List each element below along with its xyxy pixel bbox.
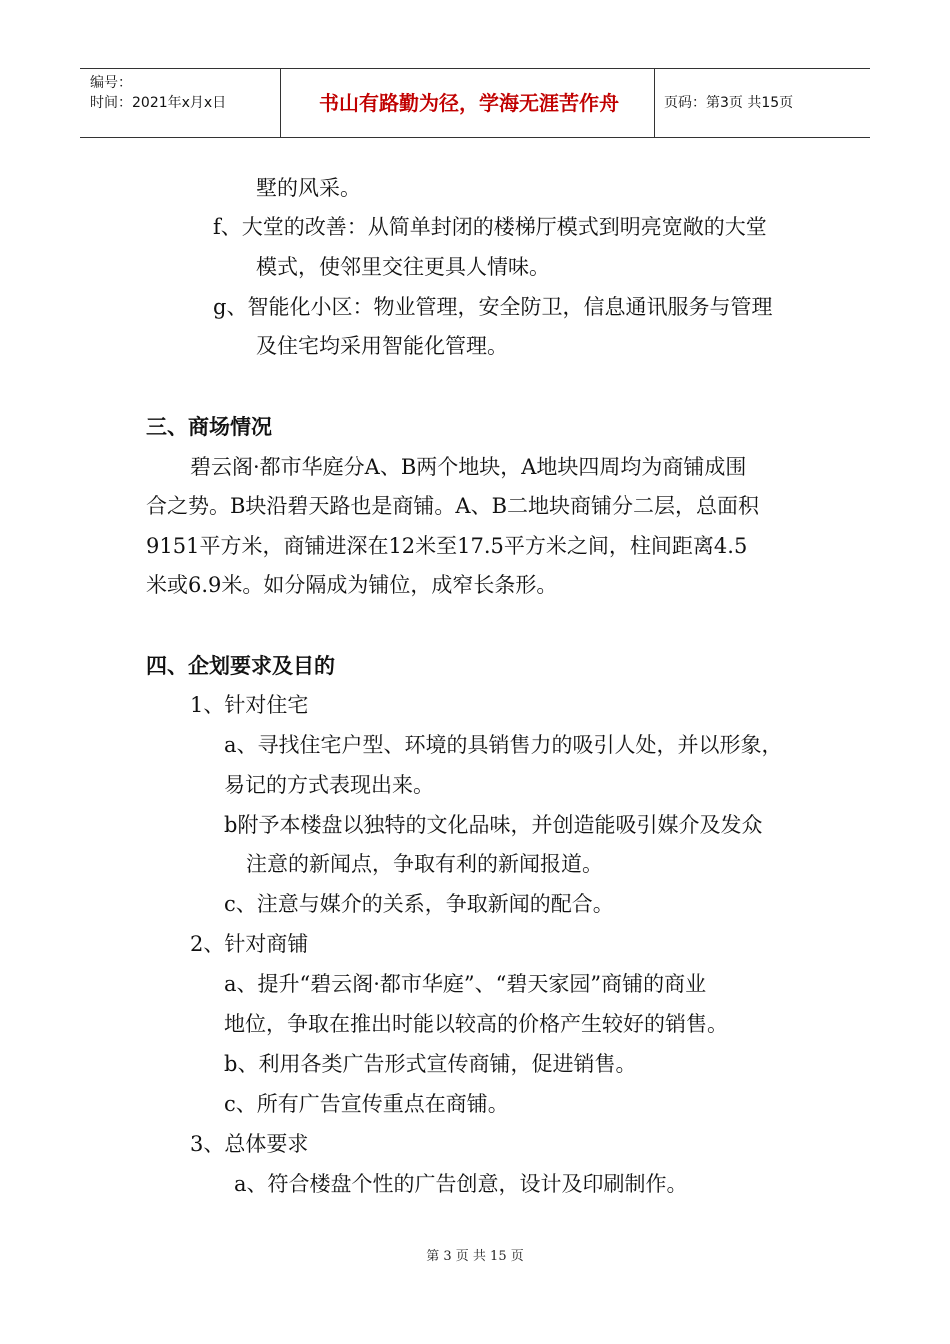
paragraph-line: 9151平方米，商铺进深在12米至17.5平方米之间，柱间距离4.5	[146, 534, 748, 558]
header-motto: 书山有路勤为径，学海无涯苦作舟	[319, 91, 619, 115]
page-footer: 第 3 页 共 15 页	[426, 1249, 524, 1264]
body-line: 注意的新闻点，争取有利的新闻报道。	[246, 852, 603, 876]
subsection-heading: 2、针对商铺	[190, 932, 309, 956]
header-meta	[90, 73, 226, 113]
body-line: 墅的风采。	[256, 176, 361, 200]
section-heading: 四、企划要求及目的	[146, 654, 335, 678]
list-item: c、注意与媒介的关系，争取新闻的配合。	[224, 892, 614, 916]
body-line: 易记的方式表现出来。	[224, 773, 434, 797]
document-date: 时间：2021年x月x日	[90, 95, 227, 111]
list-item: b附予本楼盘以独特的文化品味，并创造能吸引媒介及发众	[224, 813, 763, 837]
header-divider	[654, 69, 655, 137]
subsection-heading: 3、总体要求	[190, 1132, 309, 1156]
paragraph-line: 米或6.9米。如分隔成为铺位，成窄长条形。	[146, 573, 558, 597]
list-item: c、所有广告宣传重点在商铺。	[224, 1092, 509, 1116]
list-item: a、寻找住宅户型、环境的具销售力的吸引人处，并以形象，	[224, 733, 783, 757]
list-item: a、符合楼盘个性的广告创意，设计及印刷制作。	[234, 1172, 688, 1196]
subsection-heading: 1、针对住宅	[190, 693, 309, 717]
page-header	[80, 68, 870, 138]
list-item: a、提升“碧云阁·都市华庭”、“碧天家园”商铺的商业	[224, 972, 707, 996]
header-page-info: 页码：第3页 共15页	[664, 95, 794, 111]
body-line: 模式，使邻里交往更具人情味。	[256, 255, 550, 279]
paragraph-line: 合之势。B块沿碧天路也是商铺。A、B二地块商铺分二层，总面积	[146, 494, 760, 518]
list-item: g、智能化小区：物业管理，安全防卫，信息通讯服务与管理	[213, 295, 773, 319]
list-item: f、大堂的改善：从简单封闭的楼梯厅模式到明亮宽敞的大堂	[213, 215, 767, 239]
body-line: 及住宅均采用智能化管理。	[256, 334, 508, 358]
paragraph-line: 碧云阁·都市华庭分A、B两个地块，A地块四周均为商铺成围	[190, 455, 747, 479]
body-line: 地位，争取在推出时能以较高的价格产生较好的销售。	[224, 1012, 728, 1036]
header-divider	[280, 69, 281, 137]
section-heading: 三、商场情况	[146, 415, 272, 439]
list-item: b、利用各类广告形式宣传商铺，促进销售。	[224, 1052, 637, 1076]
document-number: 编号：	[90, 75, 132, 91]
